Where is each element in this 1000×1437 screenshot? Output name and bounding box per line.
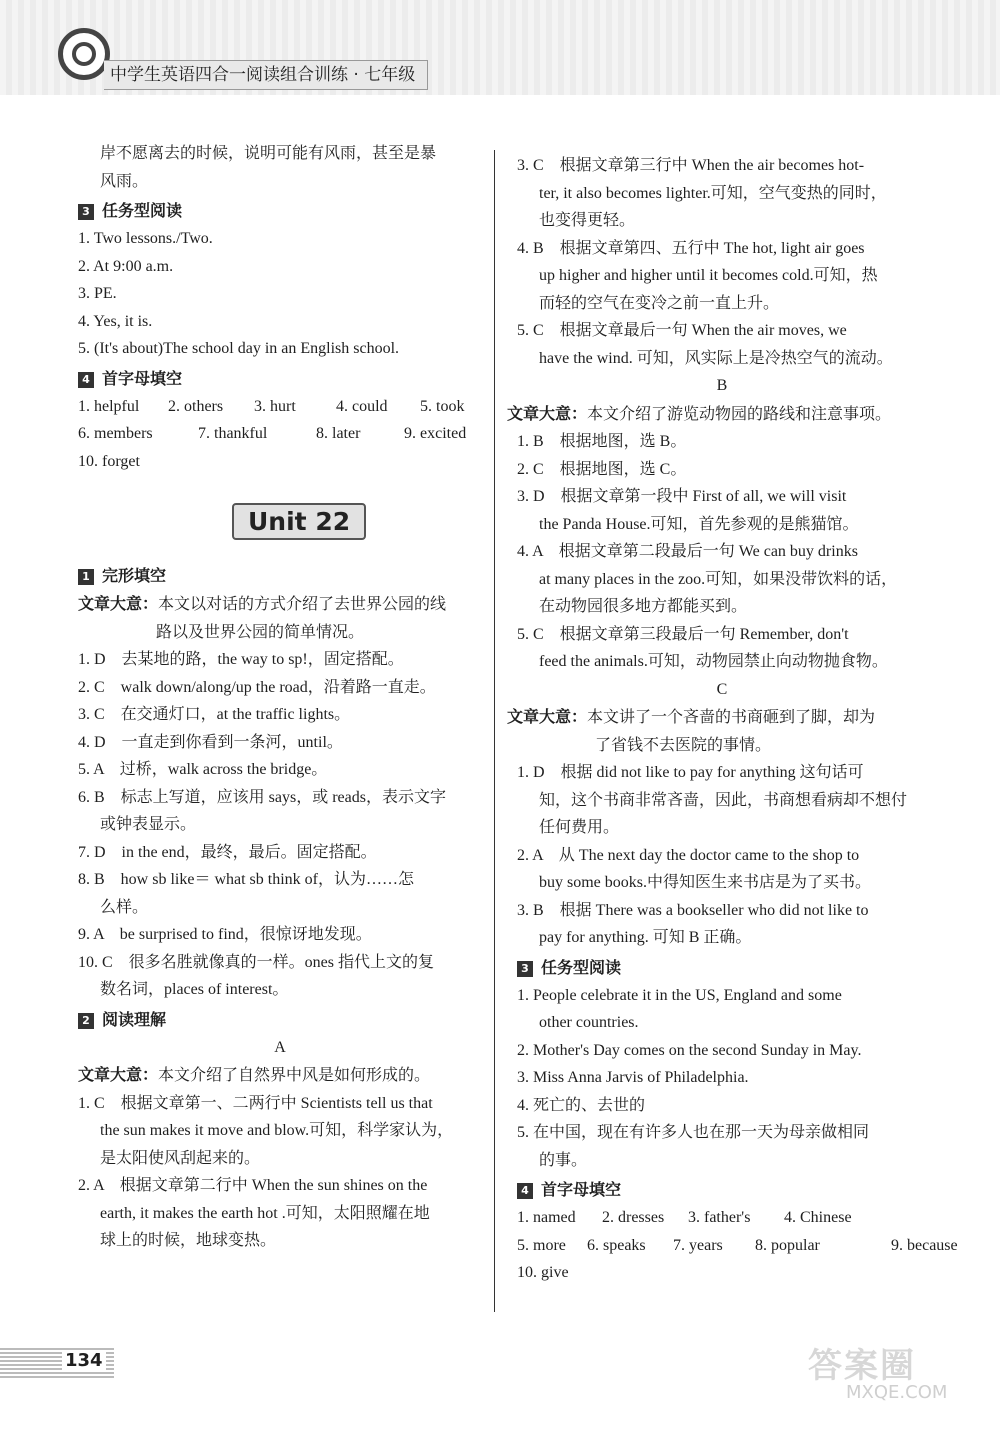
answer-item-continuation: other countries. bbox=[539, 1014, 639, 1031]
answer-item-continuation: 任何费用。 bbox=[539, 819, 620, 836]
answer-item: 2. At 9:00 a.m. bbox=[78, 257, 174, 275]
answer-item-continuation: buy some books.中得知医生来书店是为了买书。 bbox=[539, 874, 872, 891]
text-line: 岸不愿离去的时候，说明可能有风雨，甚至是暴 bbox=[100, 145, 437, 162]
answer-item: 5. A 过桥，walk across the bridge。 bbox=[78, 761, 328, 778]
answer-item: 1. Two lessons./Two. bbox=[78, 230, 213, 247]
answer-item: 4. D 一直走到你看到一条河，until。 bbox=[78, 733, 343, 751]
answer-item: 9. because bbox=[891, 1236, 958, 1254]
header-title: 中学生英语四合一阅读组合训练 · 七年级 bbox=[104, 60, 428, 90]
section-title: 阅读理解 bbox=[102, 1009, 167, 1029]
answer-item: 9. A be surprised to find，很惊讶地发现。 bbox=[78, 926, 372, 943]
answer-item: 8. B how sb like＝ what sb think of，认为……怎 bbox=[78, 871, 414, 888]
answer-grid bbox=[517, 1204, 927, 1232]
answer-item: 7. D in the end，最终，最后。固定搭配。 bbox=[78, 843, 377, 861]
answer-item: 10. C 很多名胜就像真的一样。ones 指代上文的复 bbox=[78, 953, 435, 971]
answer-item-continuation: 么样。 bbox=[100, 898, 149, 916]
answer-item: 1. B 根据地图，选 B。 bbox=[517, 433, 687, 450]
answer-item: 4. B 根据文章第四、五行中 The hot, light air goes bbox=[517, 239, 865, 257]
summary-line bbox=[78, 590, 482, 619]
answer-item-continuation: 知，这个书商非常吝啬，因此，书商想看病却不想付 bbox=[539, 791, 908, 809]
answer-item: 10. give bbox=[517, 1264, 569, 1281]
answer-item: 4. A 根据文章第二段最后一句 We can buy drinks bbox=[517, 543, 858, 560]
answer-item-continuation: 是太阳使风刮起来的。 bbox=[100, 1149, 261, 1167]
answer-item-continuation: 而轻的空气在变冷之前一直上升。 bbox=[539, 294, 780, 312]
answer-grid bbox=[78, 420, 482, 448]
series-logo-icon bbox=[58, 28, 110, 80]
answer-list bbox=[517, 428, 927, 676]
answer-item: 2. A 从 The next day the doctor came to the shop to bbox=[517, 846, 860, 864]
watermark-url: MXQE.COM bbox=[846, 1382, 948, 1403]
answer-item-continuation: up higher and higher until it becomes cold.可知，热 bbox=[539, 267, 878, 284]
answer-item: 10. forget bbox=[78, 452, 140, 470]
answer-item: 3. father's bbox=[688, 1209, 751, 1226]
summary-label: 文章大意： bbox=[507, 707, 588, 726]
answer-item: 5. (It's about)The school day in an English school. bbox=[78, 340, 400, 357]
answer-item-continuation: the sun makes it move and blow.可知，科学家认为， bbox=[100, 1122, 454, 1139]
section-number-icon: 4 bbox=[517, 1183, 533, 1199]
section-title: 完形填空 bbox=[102, 566, 167, 585]
answer-item: 9. excited bbox=[404, 425, 467, 442]
summary-line: 路以及世界公园的简单情况。 bbox=[156, 623, 365, 641]
summary-label: 文章大意： bbox=[78, 1065, 159, 1084]
answer-item: 1. D 去某地的路，the way to sp!，固定搭配。 bbox=[78, 651, 404, 668]
answer-item: 2. A 根据文章第二行中 When the sun shines on the bbox=[78, 1177, 428, 1194]
unit-title: Unit 22 bbox=[232, 503, 366, 540]
answer-item: 5. C 根据文章第三段最后一句 Remember, don't bbox=[517, 625, 849, 643]
summary-line bbox=[507, 703, 927, 732]
summary-text: 本文介绍了自然界中风是如何形成的。 bbox=[158, 1067, 431, 1084]
answer-item-continuation: 的事。 bbox=[539, 1151, 588, 1169]
section-heading bbox=[517, 953, 927, 982]
answer-item: 1. helpful bbox=[78, 397, 140, 415]
text-line: 风雨。 bbox=[100, 172, 149, 190]
answer-item-continuation: 或钟表显示。 bbox=[100, 816, 197, 833]
section-heading bbox=[78, 364, 482, 393]
part-label: A bbox=[274, 1038, 286, 1056]
section-number-icon: 3 bbox=[517, 961, 533, 977]
answer-item-continuation: 球上的时候，地球变热。 bbox=[100, 1232, 277, 1249]
answer-item: 2. Mother's Day comes on the second Sunday in May. bbox=[517, 1041, 862, 1059]
answer-item: 2. dresses bbox=[602, 1209, 665, 1226]
section-number-icon: 2 bbox=[78, 1013, 94, 1029]
answer-item: 3. D 根据文章第一段中 First of all, we will visit bbox=[517, 488, 847, 505]
answer-item-continuation: feed the animals.可知，动物园禁止向动物抛食物。 bbox=[539, 653, 888, 670]
answer-list bbox=[78, 646, 482, 1004]
section-heading bbox=[78, 1005, 482, 1034]
answer-item: 1. C 根据文章第一、二两行中 Scientists tell us that bbox=[78, 1094, 433, 1112]
summary-line bbox=[78, 1061, 482, 1090]
answer-item: 6. members bbox=[78, 425, 153, 442]
answer-item: 8. later bbox=[316, 425, 361, 442]
answer-item: 3. PE. bbox=[78, 285, 117, 302]
answer-item: 4. could bbox=[336, 397, 388, 415]
summary-text: 本文以对话的方式介绍了去世界公园的线 bbox=[158, 596, 447, 613]
answer-item: 3. C 在交通灯口，at the traffic lights。 bbox=[78, 706, 351, 723]
answer-list bbox=[517, 982, 927, 1175]
answer-item: 8. popular bbox=[755, 1236, 820, 1254]
summary-line bbox=[507, 400, 927, 429]
answer-item: 5. 在中国，现在有许多人也在那一天为母亲做相同 bbox=[517, 1124, 870, 1141]
column-divider bbox=[494, 150, 495, 1312]
summary-line: 了省钱不去医院的事情。 bbox=[595, 736, 772, 754]
answer-item-continuation: pay for anything. 可知 B 正确。 bbox=[539, 929, 752, 946]
answer-item: 3. hurt bbox=[254, 397, 296, 415]
answer-list bbox=[517, 152, 927, 372]
answer-item-continuation: earth, it makes the earth hot .可知，太阳照耀在地 bbox=[100, 1204, 430, 1222]
part-label: B bbox=[716, 377, 728, 394]
answer-item: 5. C 根据文章最后一句 When the air moves, we bbox=[517, 322, 847, 339]
answer-item: 6. B 标志上写道，应该用 says，或 reads，表示文字 bbox=[78, 788, 446, 806]
left-column bbox=[78, 140, 482, 1255]
section-title: 任务型阅读 bbox=[102, 201, 183, 220]
answer-item: 4. 死亡的、去世的 bbox=[517, 1096, 646, 1114]
answer-item: 5. took bbox=[420, 397, 465, 415]
section-number-icon: 3 bbox=[78, 204, 94, 220]
answer-item: 3. C 根据文章第三行中 When the air becomes hot- bbox=[517, 157, 865, 174]
watermark-logo: 答案圈 bbox=[808, 1346, 916, 1386]
answer-item-continuation: 在动物园很多地方都能买到。 bbox=[539, 598, 748, 615]
part-label: C bbox=[716, 680, 728, 698]
answer-item-continuation: at many places in the zoo.可知，如果没带饮料的话， bbox=[539, 570, 898, 588]
answer-item: 2. C walk down/along/up the road，沿着路一直走。 bbox=[78, 678, 436, 696]
section-heading bbox=[78, 561, 482, 590]
answer-item: 7. thankful bbox=[198, 425, 268, 442]
section-heading bbox=[517, 1175, 927, 1204]
answer-item: 2. others bbox=[168, 397, 224, 415]
answer-grid bbox=[78, 393, 482, 421]
answer-item: 4. Chinese bbox=[784, 1209, 852, 1226]
summary-label: 文章大意： bbox=[78, 594, 159, 613]
section-number-icon: 1 bbox=[78, 569, 94, 585]
section-number-icon: 4 bbox=[78, 372, 94, 388]
answer-item: 6. speaks bbox=[587, 1236, 646, 1254]
answer-item-continuation: the Panda House.可知，首先参观的是熊猫馆。 bbox=[539, 515, 859, 533]
page-number-text: 134 bbox=[62, 1350, 106, 1371]
answer-item-continuation: ter, it also becomes lighter.可知，空气变热的同时， bbox=[539, 184, 887, 202]
summary-text: 本文讲了一个吝啬的书商砸到了脚，却为 bbox=[587, 709, 876, 726]
section-title: 首字母填空 bbox=[541, 1180, 622, 1199]
section-heading bbox=[78, 196, 482, 225]
answer-item: 5. more bbox=[517, 1236, 566, 1254]
answer-item-continuation: have the wind. 可知，风实际上是冷热空气的流动。 bbox=[539, 349, 893, 367]
summary-text: 本文介绍了游览动物园的路线和注意事项。 bbox=[587, 405, 892, 423]
answer-grid bbox=[517, 1232, 958, 1260]
answer-item: 1. People celebrate it in the US, England and some bbox=[517, 986, 842, 1004]
answer-list bbox=[78, 1090, 482, 1255]
answer-item: 3. Miss Anna Jarvis of Philadelphia. bbox=[517, 1069, 749, 1086]
answer-item: 2. C 根据地图，选 C。 bbox=[517, 460, 687, 478]
page-number bbox=[0, 1348, 114, 1378]
answer-item: 1. D 根据 did not like to pay for anything 这句话可 bbox=[517, 764, 864, 781]
answer-list bbox=[517, 759, 927, 952]
answer-item: 4. Yes, it is. bbox=[78, 312, 153, 330]
section-title: 任务型阅读 bbox=[541, 957, 622, 977]
summary-label: 文章大意： bbox=[507, 403, 588, 423]
right-column bbox=[507, 152, 958, 1287]
answer-item: 7. years bbox=[673, 1236, 723, 1254]
section-title: 首字母填空 bbox=[102, 368, 183, 388]
answer-item: 3. B 根据 There was a bookseller who did not like to bbox=[517, 901, 869, 919]
answer-item: 1. named bbox=[517, 1209, 576, 1226]
answer-item-continuation: 也变得更轻。 bbox=[539, 212, 636, 229]
answer-item-continuation: 数名词，places of interest。 bbox=[100, 981, 289, 998]
